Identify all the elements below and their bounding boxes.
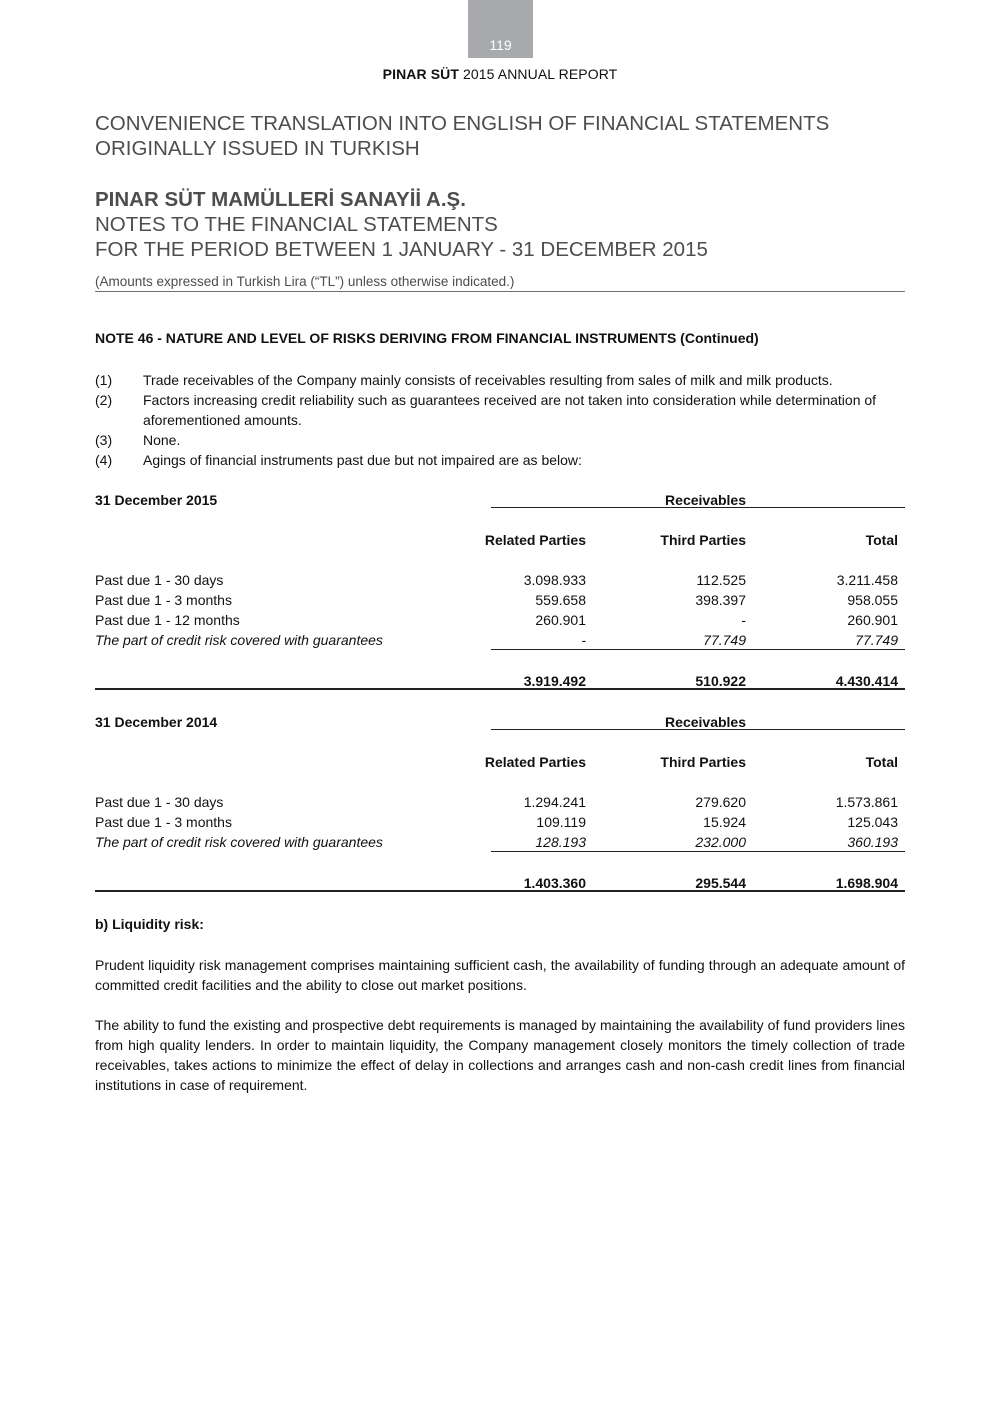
receivables-header: Receivables [665, 492, 746, 508]
table-date: 31 December 2014 [95, 714, 218, 730]
table-row [95, 570, 905, 590]
note-title: NOTE 46 - NATURE AND LEVEL OF RISKS DERIVING FROM FINANCIAL INSTRUMENTS (Continued) [95, 330, 759, 346]
cell-total: 77.749 [855, 632, 898, 648]
company-name: PINAR SÜT MAMÜLLERİ SANAYİİ A.Ş. [95, 188, 466, 211]
report-brand: PINAR SÜT [382, 66, 460, 82]
convenience-line-1: CONVENIENCE TRANSLATION INTO ENGLISH OF FINANCIAL STATEMENTS [95, 112, 830, 135]
receivables-header: Receivables [665, 714, 746, 730]
table-row [95, 832, 905, 852]
cell-third: 15.924 [703, 814, 746, 830]
cell-related: 559.658 [535, 592, 586, 608]
column-header-row [95, 752, 905, 772]
note-item-list [95, 370, 907, 470]
cell-related: 109.119 [536, 814, 586, 830]
total-third: 295.544 [695, 875, 746, 891]
amounts-note: (Amounts expressed in Turkish Lira (“TL”) unless otherwise indicated.) [95, 274, 905, 292]
cell-related: - [581, 632, 586, 648]
cell-third: 398.397 [695, 592, 746, 608]
column-header-total: Total [865, 754, 898, 770]
row-label: The part of credit risk covered with guarantees [95, 834, 383, 850]
cell-total: 1.573.861 [835, 794, 898, 810]
page-number: 119 [489, 37, 512, 53]
receivables-underline [491, 507, 905, 508]
page-number-tab [468, 0, 533, 58]
list-item-number: (4) [95, 452, 113, 468]
liquidity-heading: b) Liquidity risk: [95, 916, 204, 932]
table-date: 31 December 2015 [95, 492, 218, 508]
cell-related: 3.098.933 [523, 572, 586, 588]
row-label: Past due 1 - 30 days [95, 572, 224, 588]
column-header-related: Related Parties [484, 532, 586, 548]
table-row [95, 630, 905, 650]
total-rule [95, 688, 905, 690]
row-label: The part of credit risk covered with guarantees [95, 632, 383, 648]
company-heading [95, 187, 905, 262]
table-row [95, 812, 905, 832]
total-total: 1.698.904 [835, 875, 898, 891]
column-header-row [95, 530, 905, 550]
column-header-total: Total [865, 532, 898, 548]
convenience-heading [95, 111, 905, 161]
row-label: Past due 1 - 30 days [95, 794, 224, 810]
subtotal-rule [491, 851, 905, 852]
total-related: 1.403.360 [523, 875, 586, 891]
cell-third: 77.749 [703, 632, 746, 648]
convenience-line-2: ORIGINALLY ISSUED IN TURKISH [95, 137, 420, 160]
list-item-text: Factors increasing credit reliability such as guarantees received are not taken into consideration while determination of aforementioned amounts. [143, 392, 877, 428]
total-third: 510.922 [695, 673, 746, 689]
cell-total: 125.043 [847, 814, 898, 830]
list-item [95, 390, 907, 430]
list-item-text: None. [143, 432, 181, 448]
cell-third: 112.525 [696, 572, 746, 588]
cell-total: 360.193 [847, 834, 898, 850]
cell-third: 232.000 [695, 834, 746, 850]
cell-third: - [741, 612, 746, 628]
cell-related: 1.294.241 [523, 794, 586, 810]
column-header-related: Related Parties [484, 754, 586, 770]
report-title [0, 66, 1000, 82]
row-label: Past due 1 - 3 months [95, 592, 232, 608]
report-title-rest: 2015 ANNUAL REPORT [459, 66, 618, 82]
table-row [95, 590, 905, 610]
list-item-number: (1) [95, 372, 113, 388]
cell-third: 279.620 [695, 794, 746, 810]
liquidity-paragraph-1: Prudent liquidity risk management comprises maintaining sufficient cash, the availability of funding through an adequate amount of committed credit facilities and the ability to close out market positions. [95, 957, 905, 993]
subtotal-rule [491, 649, 905, 650]
list-item [95, 450, 907, 470]
list-item [95, 430, 907, 450]
list-item-number: (3) [95, 432, 113, 448]
period-line: FOR THE PERIOD BETWEEN 1 JANUARY - 31 DECEMBER 2015 [95, 238, 708, 261]
cell-total: 958.055 [847, 592, 898, 608]
total-total: 4.430.414 [835, 673, 898, 689]
notes-line: NOTES TO THE FINANCIAL STATEMENTS [95, 213, 498, 236]
list-item-text: Trade receivables of the Company mainly consists of receivables resulting from sales of milk and milk products. [143, 372, 833, 388]
receivables-underline [491, 729, 905, 730]
cell-related: 128.193 [535, 834, 586, 850]
cell-related: 260.901 [535, 612, 586, 628]
column-header-third: Third Parties [660, 532, 746, 548]
total-rule [95, 890, 905, 892]
table-row [95, 792, 905, 812]
cell-total: 3.211.458 [836, 572, 898, 588]
total-related: 3.919.492 [523, 673, 586, 689]
table-row [95, 610, 905, 630]
row-label: Past due 1 - 12 months [95, 612, 240, 628]
cell-total: 260.901 [847, 612, 898, 628]
list-item-text: Agings of financial instruments past due but not impaired are as below: [143, 452, 582, 468]
liquidity-paragraph-2: The ability to fund the existing and prospective debt requirements is managed by maintaining the availability of fund providers lines from high quality lenders. In order to maintain liquidity, the Company management closely monitors the timely collection of trade receivables, takes actions to minimize the effect of delay in collections and arranges cash and non-cash credit lines from financial institutions in case of requirement. [95, 1017, 905, 1093]
list-item [95, 370, 907, 390]
list-item-number: (2) [95, 392, 113, 408]
row-label: Past due 1 - 3 months [95, 814, 232, 830]
column-header-third: Third Parties [660, 754, 746, 770]
